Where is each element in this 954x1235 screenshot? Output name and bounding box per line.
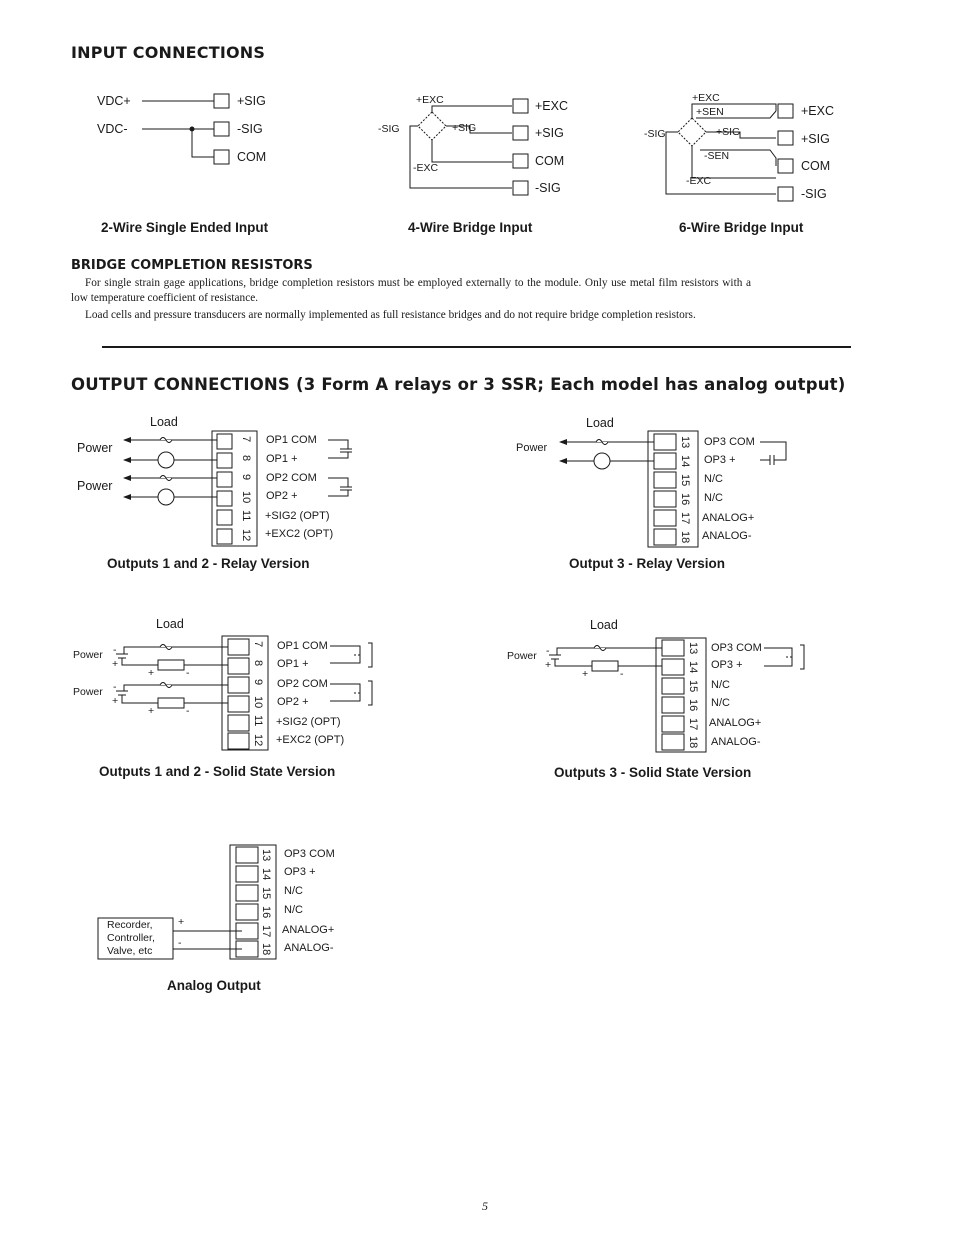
terminal-label: OP1 + [277, 658, 309, 670]
terminal-label: OP3 COM [284, 848, 335, 860]
terminal-number: 13 [679, 436, 691, 449]
terminal-label: OP1 COM [266, 434, 317, 446]
terminal-label: +SIG2 (OPT) [265, 510, 330, 522]
terminal-label: ANALOG+ [709, 717, 762, 729]
load-label: Load [150, 415, 178, 429]
terminal-number: 14 [687, 661, 699, 674]
terminal-label: OP2 + [277, 696, 309, 708]
bridge-completion-para2: Load cells and pressure transducers are normally implemented as full resistance bridges and do not require bridge completion resistors. [85, 309, 696, 321]
svg-text:-: - [186, 705, 190, 717]
terminal-number: 9 [240, 474, 252, 481]
output-connections-title: OUTPUT CONNECTIONS (3 Form A relays or 3 SSR; Each model has analog output) [71, 375, 846, 394]
power-label: Power [507, 650, 537, 662]
load-label: Load [586, 416, 614, 430]
terminal-label: OP3 + [711, 659, 743, 671]
device-label: Controller, [107, 932, 155, 944]
four-wire-diagram [378, 94, 568, 195]
terminal-number: 12 [240, 529, 252, 542]
terminal-number: 17 [260, 925, 272, 938]
bridge-label: -SEN [704, 150, 730, 162]
four-wire-caption: 4-Wire Bridge Input [408, 220, 533, 235]
terminal-number: 14 [679, 455, 691, 468]
power-label: Power [77, 479, 113, 493]
svg-text:+: + [112, 695, 119, 707]
ssr12-diagram [73, 617, 372, 750]
svg-text:-: - [113, 681, 117, 693]
terminal-number: 17 [679, 512, 691, 525]
bridge-label: -EXC [686, 175, 712, 187]
analog-caption: Analog Output [167, 978, 261, 993]
terminal-number: 10 [252, 696, 264, 709]
terminal-label: +EXC2 (OPT) [276, 734, 345, 746]
power-label: Power [77, 441, 113, 455]
terminal-label: -SIG [237, 122, 263, 136]
terminal-number: 15 [687, 680, 699, 693]
terminal-number: 16 [679, 493, 691, 506]
bridge-label: +SIG [716, 126, 741, 138]
terminal-number: 18 [260, 943, 272, 956]
load-label: Load [590, 618, 618, 632]
six-wire-caption: 6-Wire Bridge Input [679, 220, 804, 235]
terminal-label: OP2 COM [266, 472, 317, 484]
terminal-label: ANALOG- [711, 736, 761, 748]
terminal-label: N/C [704, 492, 723, 504]
svg-text:-: - [620, 668, 624, 680]
ssr3-diagram [507, 618, 804, 752]
page-number: 5 [482, 1199, 488, 1213]
svg-text:+: + [148, 667, 155, 679]
terminal-label: N/C [284, 904, 303, 916]
svg-text:-: - [113, 644, 117, 656]
bridge-label: +EXC [692, 92, 720, 104]
device-label: Recorder, [107, 919, 153, 931]
terminal-label: N/C [711, 697, 730, 709]
terminal-label: -SIG [535, 181, 561, 195]
terminal-label: +SIG [801, 132, 830, 146]
terminal-label: +EXC2 (OPT) [265, 528, 334, 540]
bridge-label: +EXC [416, 94, 444, 106]
output-diagrams [0, 405, 954, 975]
power-label: Power [516, 442, 548, 454]
terminal-label: OP2 COM [277, 678, 328, 690]
terminal-label: OP2 + [266, 490, 298, 502]
bridge-completion-title: BRIDGE COMPLETION RESISTORS [71, 258, 313, 273]
bridge-label: -EXC [413, 162, 439, 174]
terminal-box [214, 150, 229, 164]
six-wire-diagram [644, 92, 834, 201]
terminal-box [214, 122, 229, 136]
terminal-label: OP3 + [704, 454, 736, 466]
terminal-label: N/C [284, 885, 303, 897]
terminal-number: 12 [252, 734, 264, 747]
terminal-label: ANALOG- [702, 530, 752, 542]
terminal-label: +SIG2 (OPT) [276, 716, 341, 728]
terminal-label: +EXC [801, 104, 835, 118]
terminal-label: +EXC [535, 99, 569, 113]
section-divider [102, 346, 851, 348]
analog-diagram [98, 845, 335, 959]
terminal-label: ANALOG+ [282, 924, 335, 936]
vdc-plus-label: VDC+ [97, 94, 131, 108]
two-wire-diagram [97, 94, 266, 164]
terminal-label: -SIG [801, 187, 827, 201]
svg-text:-: - [546, 645, 550, 657]
ssr3-caption: Outputs 3 - Solid State Version [554, 765, 752, 780]
svg-text:+: + [148, 705, 155, 717]
terminal-number: 15 [679, 474, 691, 487]
terminal-label: OP3 COM [711, 642, 762, 654]
terminal-number: 7 [240, 436, 252, 443]
terminal-number: 10 [240, 491, 252, 504]
load-label: Load [156, 617, 184, 631]
bridge-completion-para1: For single strain gage applications, bridge completion resistors must be employed externally to the module. Only use metal film resistors with a low temperature coefficient of resistance. [71, 277, 751, 304]
device-label: Valve, etc [107, 945, 153, 957]
terminal-label: ANALOG- [284, 942, 334, 954]
svg-text:-: - [178, 937, 182, 949]
terminal-number: 16 [260, 906, 272, 919]
terminal-number: 11 [240, 510, 252, 522]
relay3-diagram [516, 416, 786, 547]
svg-text:+: + [178, 916, 185, 928]
terminal-number: 9 [252, 679, 264, 686]
terminal-label: N/C [711, 679, 730, 691]
terminal-number: 18 [687, 736, 699, 749]
power-label: Power [73, 649, 103, 661]
svg-text:+: + [545, 659, 552, 671]
bridge-label: -SIG [378, 123, 400, 135]
vdc-minus-label: VDC- [97, 122, 128, 136]
svg-text:-: - [186, 667, 190, 679]
two-wire-caption: 2-Wire Single Ended Input [101, 220, 269, 235]
terminal-number: 8 [240, 455, 252, 462]
terminal-label: COM [535, 154, 565, 168]
bridge-label: +SEN [696, 106, 724, 118]
terminal-label: OP1 COM [277, 640, 328, 652]
terminal-label: N/C [704, 473, 723, 485]
input-connections-title: INPUT CONNECTIONS [71, 43, 266, 62]
relay3-caption: Output 3 - Relay Version [569, 556, 726, 571]
terminal-label: ANALOG+ [702, 512, 755, 524]
terminal-number: 11 [252, 715, 264, 727]
bridge-label: +SIG [452, 122, 477, 134]
ssr12-caption: Outputs 1 and 2 - Solid State Version [99, 764, 336, 779]
terminal-number: 17 [687, 718, 699, 731]
relay12-caption: Outputs 1 and 2 - Relay Version [107, 556, 310, 571]
terminal-label: +SIG [237, 94, 266, 108]
terminal-number: 8 [252, 660, 264, 667]
terminal-number: 14 [260, 868, 272, 881]
terminal-label: OP3 COM [704, 436, 755, 448]
terminal-label: OP1 + [266, 453, 298, 465]
input-diagrams [0, 80, 954, 210]
terminal-label: COM [801, 159, 831, 173]
terminal-number: 13 [687, 642, 699, 655]
terminal-label: +SIG [535, 126, 564, 140]
svg-text:+: + [582, 668, 589, 680]
terminal-number: 18 [679, 531, 691, 544]
terminal-number: 7 [252, 641, 264, 648]
bridge-label: -SIG [644, 128, 666, 140]
terminal-number: 16 [687, 699, 699, 712]
terminal-number: 15 [260, 887, 272, 900]
terminal-label: OP3 + [284, 866, 316, 878]
terminal-number: 13 [260, 849, 272, 862]
terminal-box [214, 94, 229, 108]
terminal-label: COM [237, 150, 267, 164]
power-label: Power [73, 686, 103, 698]
svg-text:+: + [112, 658, 119, 670]
relay12-diagram [77, 415, 352, 546]
